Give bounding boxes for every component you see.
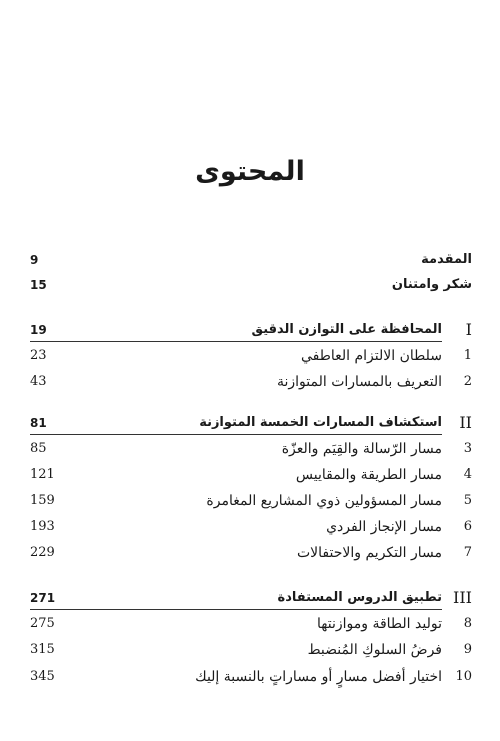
- chapter-title: مسار المسؤولين ذوي المشاريع المغامرة: [206, 493, 442, 509]
- toc-chapter[interactable]: [30, 369, 472, 395]
- chapter-title: مسار الرّسالة والقِيَم والعزّة: [281, 441, 442, 457]
- page-number: 19: [30, 323, 47, 337]
- divider: [30, 609, 442, 610]
- page-number: 85: [30, 441, 47, 456]
- chapter-number: 9: [463, 642, 472, 657]
- part-title: تطبيق الدروس المستفادة: [277, 590, 442, 605]
- page-number: 229: [30, 545, 55, 560]
- chapter-number: 10: [455, 669, 472, 684]
- chapter-number: 7: [463, 545, 472, 560]
- part-numeral: II: [459, 413, 472, 432]
- chapter-number: 3: [463, 441, 472, 456]
- chapter-number: 8: [463, 616, 472, 631]
- entry-title: المقدمة: [421, 252, 472, 267]
- page-number: 275: [30, 616, 55, 631]
- part-title: استكشاف المسارات الخمسة المتوازنة: [199, 415, 442, 430]
- divider: [30, 434, 442, 435]
- toc-chapter[interactable]: [30, 343, 472, 369]
- chapter-number: 2: [463, 374, 472, 389]
- chapter-title: فرضُ السلوكِ المُنضبط: [307, 642, 442, 658]
- page-number: 23: [30, 348, 47, 363]
- page-number: 159: [30, 493, 55, 508]
- chapter-title: توليد الطاقة وموازنتها: [317, 616, 442, 632]
- chapter-number: 6: [463, 519, 472, 534]
- page-number: 9: [30, 253, 39, 267]
- entry-title: شكر وامتنان: [391, 277, 472, 292]
- chapter-number: 4: [463, 467, 472, 482]
- part-numeral: I: [465, 320, 472, 339]
- chapter-number: 5: [463, 493, 472, 508]
- chapter-title: اختيار أفضل مسارٍ أو مساراتٍ بالنسبة إليك: [195, 669, 442, 685]
- page-number: 15: [30, 278, 47, 292]
- toc-chapter[interactable]: [30, 436, 472, 462]
- chapter-number: 1: [463, 348, 472, 363]
- toc-chapter[interactable]: [30, 488, 472, 514]
- chapter-title: مسار الطريقة والمقاييس: [295, 467, 442, 483]
- chapter-title: مسار التكريم والاحتفالات: [297, 545, 442, 561]
- toc-entry-introduction[interactable]: [30, 247, 472, 273]
- toc-chapter[interactable]: [30, 540, 472, 566]
- chapter-title: التعريف بالمسارات المتوازنة: [276, 374, 442, 390]
- page-number: 121: [30, 467, 55, 482]
- page-number: 271: [30, 591, 56, 605]
- chapter-title: مسار الإنجاز الفردي: [326, 519, 442, 535]
- page-number: 193: [30, 519, 55, 534]
- part-title: المحافظة على التوازن الدقيق: [251, 322, 442, 337]
- toc-chapter[interactable]: [30, 664, 472, 690]
- part-numeral: III: [453, 588, 472, 607]
- page-number: 315: [30, 642, 55, 657]
- toc-chapter[interactable]: [30, 462, 472, 488]
- toc-chapter[interactable]: [30, 514, 472, 540]
- divider: [30, 341, 442, 342]
- toc-entry-acknowledgements[interactable]: [30, 272, 472, 298]
- page-title: المحتوى: [195, 156, 305, 187]
- toc-chapter[interactable]: [30, 611, 472, 637]
- page-number: 81: [30, 416, 47, 430]
- toc-part-2[interactable]: [30, 410, 472, 436]
- page-number: 43: [30, 374, 47, 389]
- toc-part-3[interactable]: [30, 585, 472, 611]
- toc-chapter[interactable]: [30, 637, 472, 663]
- page-number: 345: [30, 669, 55, 684]
- toc-part-1[interactable]: [30, 317, 472, 343]
- chapter-title: سلطان الالتزام العاطفي: [300, 348, 442, 364]
